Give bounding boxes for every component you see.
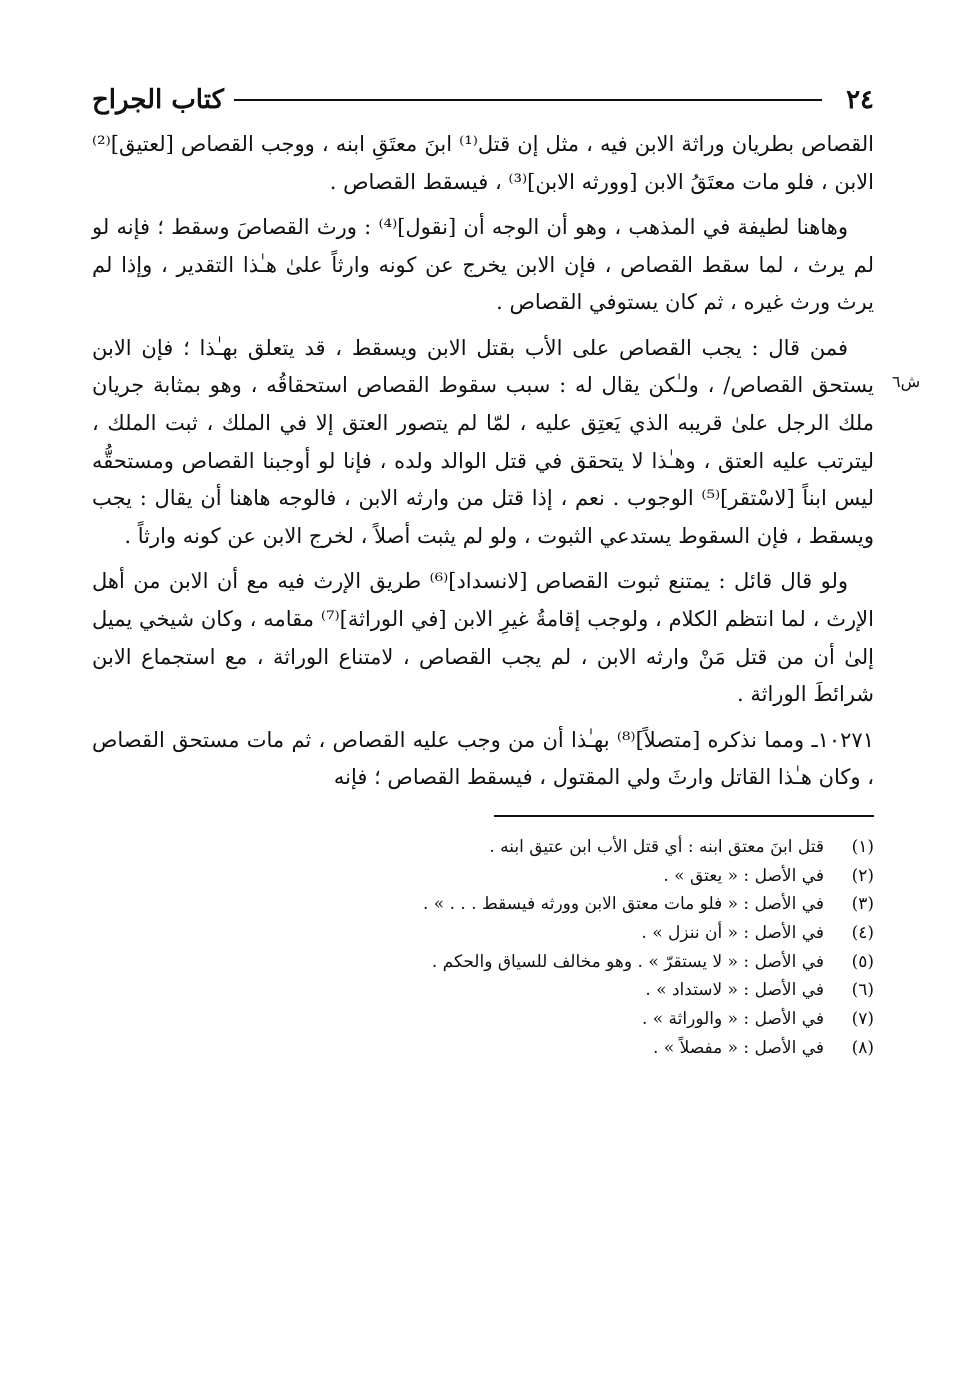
footnote-number: (٤): [851, 922, 874, 943]
book-title: كتاب الجراح: [92, 85, 224, 115]
footnote-text: في الأصل : « أن ننزل » .: [641, 922, 824, 943]
footnote: [92, 976, 874, 1005]
footnote-number: (٥): [851, 951, 874, 972]
paragraph: وهاهنا لطيفة في المذهب ، وهو أن الوجه أن [نقول]⁽⁴⁾ : ورث القصاصَ وسقط ؛ فإنه لو لم يرث ، لما سقط القصاص ، فإن الابن يخرج عن كونه وارثاً علىٰ هـٰذا التقدير ، وإذا لم يرث ورث غيره ، ثم كان يستوفي القصاص .: [92, 215, 874, 315]
footnote-number: (٢): [851, 865, 874, 886]
footnote-number: (١): [851, 836, 874, 857]
footnote: [92, 919, 874, 948]
paragraph: ولو قال قائل : يمتنع ثبوت القصاص [لانسداد]⁽⁶⁾ طريق الإرث فيه مع أن الابن من أهل الإرث ، لما انتظم الكلام ، ولوجب إقامةُ غيرِ الابن [في الوراثة]⁽⁷⁾ مقامه ، وكان شيخي يميل إلىٰ أن من قتل مَنْ وارثه الابن ، لم يجب القصاص ، لامتناع الوراثة ، مع استجماع الابن شرائطَ الوراثة .: [92, 569, 874, 707]
page-number: ٢٤: [846, 85, 874, 115]
footnotes: [92, 833, 874, 1063]
footnote-rule: [494, 815, 874, 817]
margin-note: ش٦: [892, 371, 921, 391]
footnote-number: (٦): [851, 980, 874, 1001]
footnote-text: في الأصل : « لاستداد » .: [645, 980, 824, 1001]
footnote-text: في الأصل : « والوراثة » .: [641, 1009, 824, 1030]
paragraph-wrap: [92, 330, 921, 555]
main-text: [92, 126, 921, 797]
footnote: [92, 890, 874, 919]
footnote: [92, 1005, 874, 1034]
paragraph: فمن قال : يجب القصاص على الأب بقتل الابن ويسقط ، قد يتعلق بهـٰذا ؛ فإن الابن يستحق القصاص/ ، ولـٰكن يقال له : سبب سقوط القصاص استحقاقُه ، وهو بمثابة جريان ملك الرجل علىٰ قريبه الذي يَعتِق عليه ، لمّا لم يتصور العتق إلا في الملك ، ثبت الملك ، ليترتب عليه العتق ، وهـٰذا لا يتحقق في قتل الوالد ولده ، فإنا لو أوجبنا القصاص ومستحقُّه ليس ابناً [لاسْتقر]⁽⁵⁾ الوجوب . نعم ، إذا قتل من وارثه الابن ، فالوجه هاهنا أن يقال : يجب ويسقط ، فإن السقوط يستدعي الثبوت ، ولو لم يثبت أصلاً ، لخرج الابن عن كونه وارثاً .: [92, 335, 875, 548]
document-page: [92, 80, 921, 1063]
footnote-number: (٧): [851, 1009, 874, 1030]
page-header: [92, 80, 874, 120]
footnote: [92, 1034, 874, 1063]
footnote-text: في الأصل : « مفصلاً » .: [653, 1037, 824, 1058]
paragraph: ١٠٢٧١ـ ومما نذكره [متصلاً]⁽⁸⁾ بهـٰذا أن من وجب عليه القصاص ، ثم مات مستحق القصاص ، وكان هـٰذا القاتل وارثَ ولي المقتول ، فيسقط القصاص ؛ فإنه: [92, 727, 874, 790]
footnote: [92, 862, 874, 891]
footnote-text: في الأصل : « لا يستقرّ » . وهو مخالف للسياق والحكم .: [431, 951, 824, 972]
footnote-number: (٣): [851, 894, 874, 915]
footnote-text: في الأصل : « يعتق » .: [663, 865, 824, 886]
footnote-text: في الأصل : « فلو مات معتق الابن وورثه فيسقط . . . » .: [423, 894, 824, 915]
footnote: [92, 833, 874, 862]
paragraph: القصاص بطريان وراثة الابن فيه ، مثل إن قتل⁽¹⁾ ابنَ معتَقِ ابنه ، ووجب القصاص [لعتيق]⁽²⁾ الابن ، فلو مات معتَقُ الابن [وورثه الابن]⁽³⁾ ، فيسقط القصاص .: [92, 132, 874, 194]
footnote: [92, 948, 874, 977]
footnote-text: قتل ابنَ معتق ابنه : أي قتل الأب ابن عتيق ابنه .: [489, 836, 824, 857]
header-rule: [234, 99, 822, 101]
footnote-number: (٨): [851, 1037, 874, 1058]
